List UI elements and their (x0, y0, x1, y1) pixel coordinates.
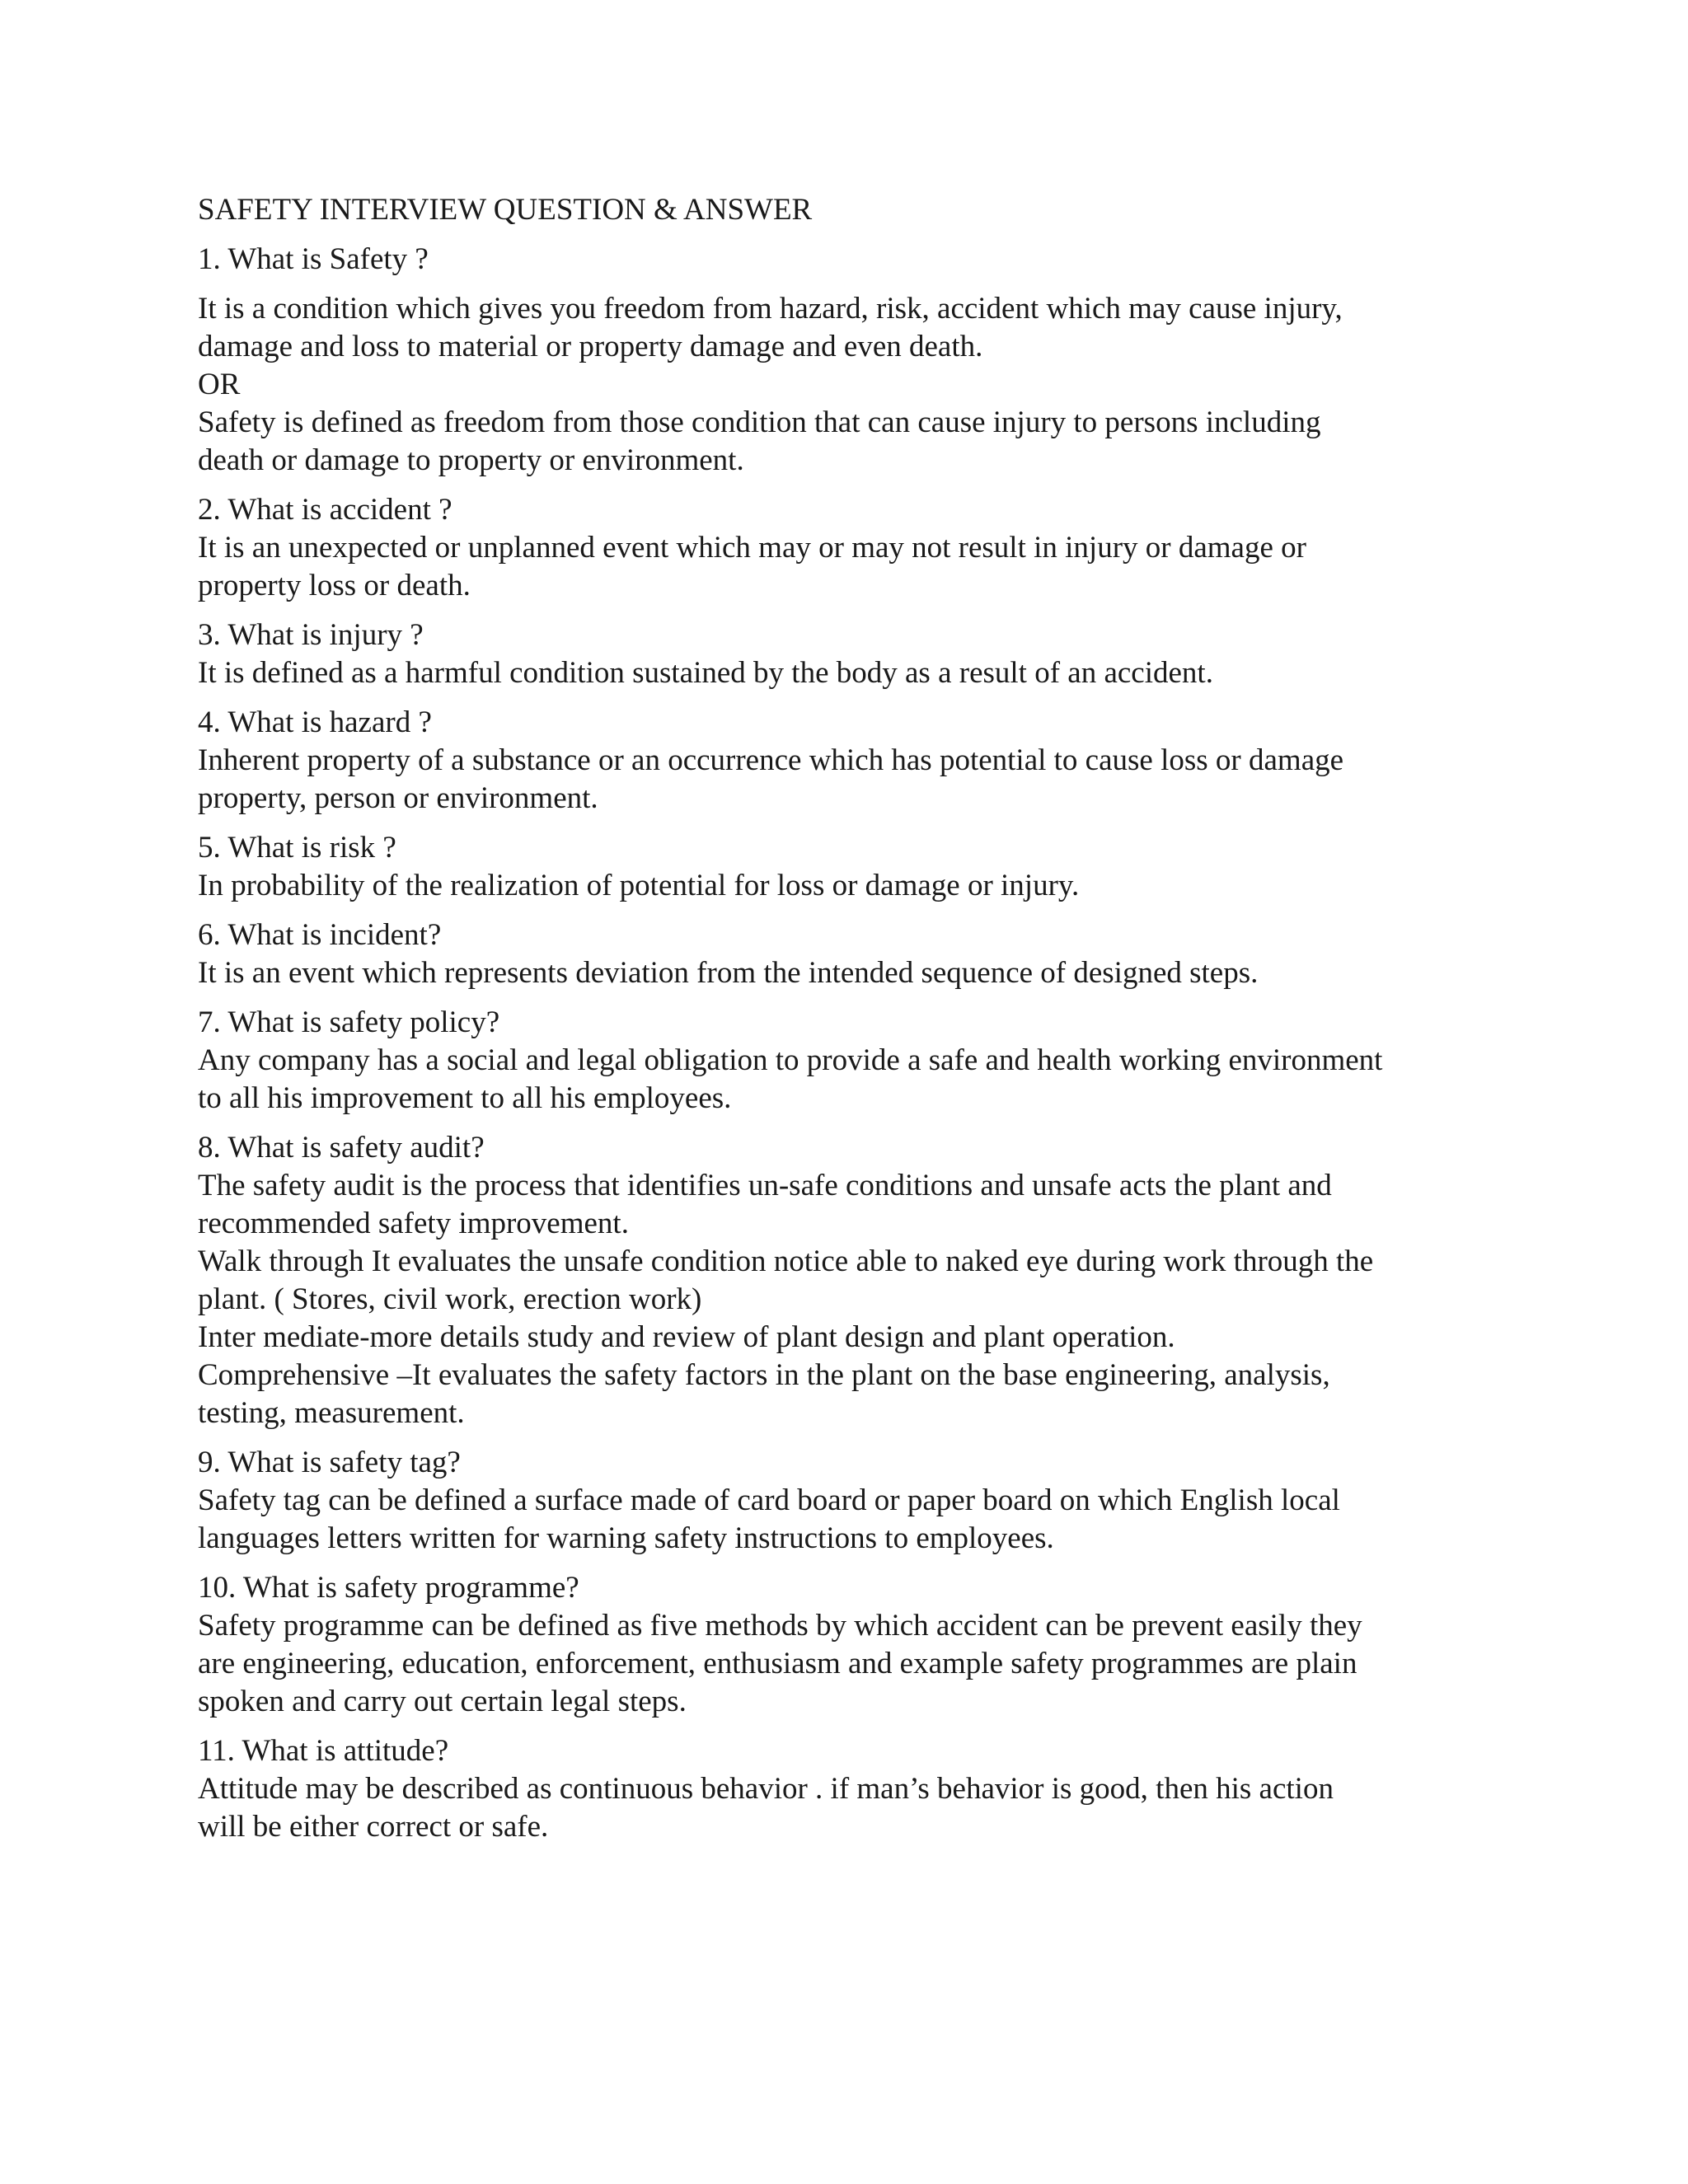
answer-line: Comprehensive –It evaluates the safety factors in the plant on the base engineering, analysis, (198, 1358, 1330, 1392)
answer-line: Any company has a social and legal obligation to provide a safe and health working environment (198, 1043, 1383, 1077)
answer-line: will be either correct or safe. (198, 1810, 549, 1844)
question: 4. What is hazard ? (198, 705, 432, 739)
qa-item (198, 1732, 1484, 1846)
qa-item (198, 491, 1484, 605)
answer-line: property, person or environment. (198, 781, 598, 815)
question: 11. What is attitude? (198, 1734, 449, 1768)
answer-line: testing, measurement. (198, 1396, 465, 1430)
qa-item (198, 1129, 1484, 1432)
answer-line: Safety tag can be defined a surface made of card board or paper board on which English local (198, 1483, 1340, 1517)
answer-line: It is defined as a harmful condition sustained by the body as a result of an accident. (198, 656, 1213, 690)
qa-item (198, 829, 1484, 905)
question: 1. What is Safety ? (198, 242, 429, 276)
qa-item (198, 241, 1484, 480)
qa-item (198, 1004, 1484, 1118)
answer-line: The safety audit is the process that identifies un-safe conditions and unsafe acts the plant and (198, 1169, 1332, 1202)
answer-line: It is a condition which gives you freedom from hazard, risk, accident which may cause injury, (198, 292, 1343, 326)
answer-line: languages letters written for warning safety instructions to employees. (198, 1521, 1054, 1555)
answer-line: Safety is defined as freedom from those condition that can cause injury to persons including (198, 405, 1321, 439)
qa-item (198, 1569, 1484, 1721)
answer-line: Attitude may be described as continuous behavior . if man’s behavior is good, then his action (198, 1772, 1334, 1806)
answer-line: It is an event which represents deviation from the intended sequence of designed steps. (198, 956, 1259, 990)
answer-line: damage and loss to material or property damage and even death. (198, 330, 983, 363)
question: 5. What is risk ? (198, 831, 396, 865)
answer-line: recommended safety improvement. (198, 1207, 629, 1240)
answer-line: spoken and carry out certain legal steps. (198, 1685, 687, 1718)
question: 6. What is incident? (198, 918, 442, 952)
answer-line: It is an unexpected or unplanned event which may or may not result in injury or damage or (198, 531, 1306, 565)
answer-line: Inter mediate-more details study and review of plant design and plant operation. (198, 1320, 1175, 1354)
question: 10. What is safety programme? (198, 1571, 579, 1605)
answer-line: are engineering, education, enforcement, enthusiasm and example safety programmes are plain (198, 1647, 1357, 1680)
qa-list (198, 241, 1484, 1846)
qa-item (198, 916, 1484, 992)
answer-line: Safety programme can be defined as five methods by which accident can be prevent easily they (198, 1609, 1362, 1643)
answer-line: Inherent property of a substance or an occurrence which has potential to cause loss or damage (198, 743, 1344, 777)
question: 3. What is injury ? (198, 618, 424, 652)
answer-line: OR (198, 368, 241, 401)
qa-item (198, 1444, 1484, 1558)
answer-line: to all his improvement to all his employees. (198, 1081, 732, 1115)
question: 8. What is safety audit? (198, 1131, 485, 1165)
answer-line: death or damage to property or environment. (198, 443, 744, 477)
question: 2. What is accident ? (198, 493, 452, 527)
answer-line: property loss or death. (198, 569, 471, 602)
answer-line: Walk through It evaluates the unsafe condition notice able to naked eye during work through the (198, 1244, 1374, 1278)
answer-line: plant. ( Stores, civil work, erection work) (198, 1282, 702, 1316)
qa-item (198, 616, 1484, 692)
document-title: SAFETY INTERVIEW QUESTION & ANSWER (198, 193, 813, 227)
question: 7. What is safety policy? (198, 1005, 500, 1039)
answer-line: In probability of the realization of potential for loss or damage or injury. (198, 869, 1080, 902)
question: 9. What is safety tag? (198, 1446, 461, 1479)
document-body (198, 191, 1484, 1858)
qa-item (198, 704, 1484, 818)
